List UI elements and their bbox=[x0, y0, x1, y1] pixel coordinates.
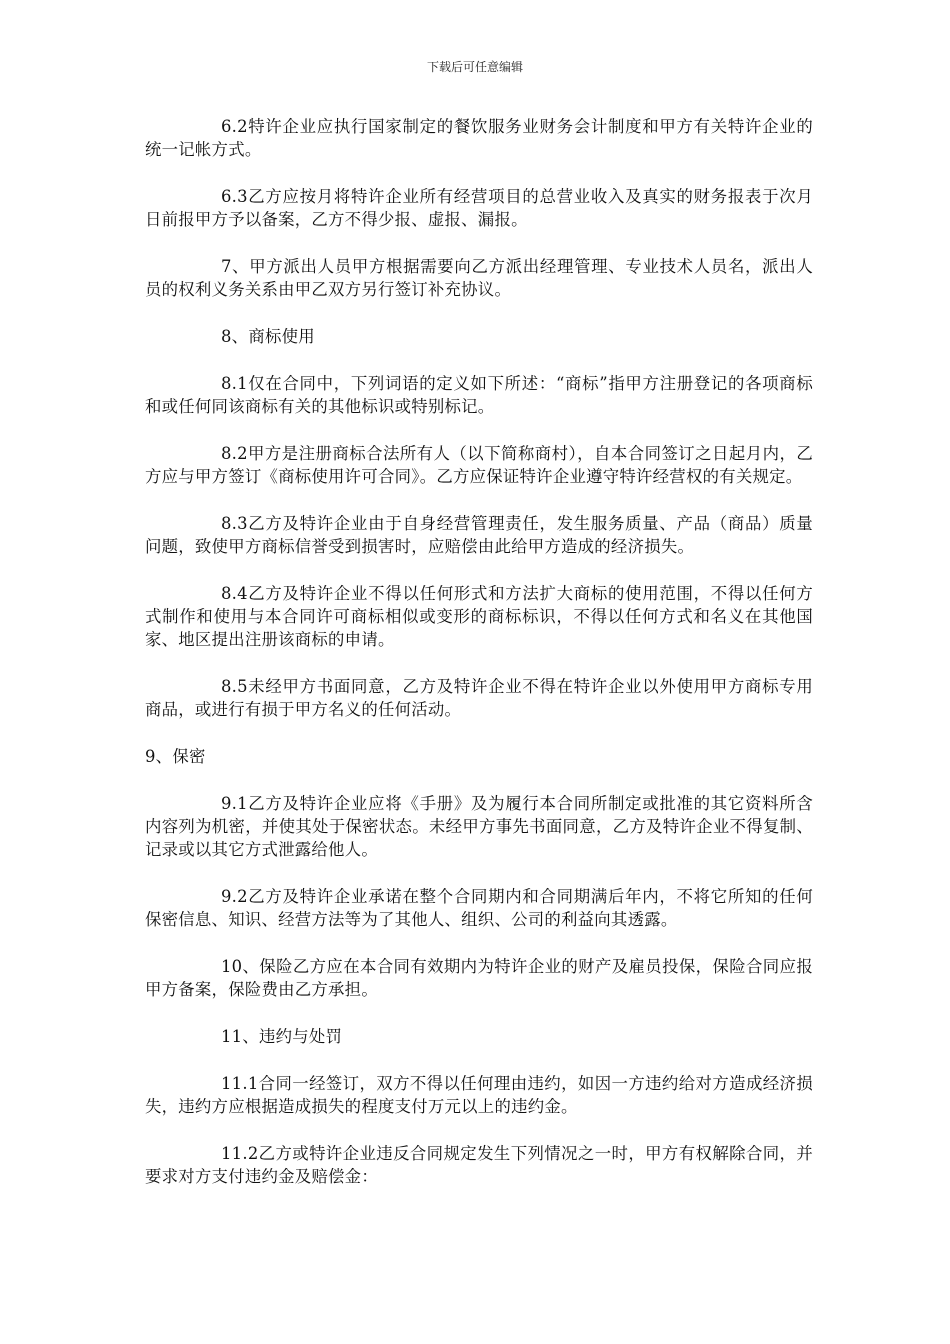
paragraph-9-1: 9.1乙方及特许企业应将《手册》及为履行本合同所制定或批准的其它资料所含内容列为机密，并使其处于保密状态。未经甲方事先书面同意，乙方及特许企业不得复制、记录或以其它方式泄露给他人。 bbox=[145, 794, 813, 859]
paragraph-8-3: 8.3乙方及特许企业由于自身经营管理责任，发生服务质量、产品（商品）质量问题，致使甲方商标信誉受到损害时，应赔偿由此给甲方造成的经济损失。 bbox=[145, 514, 813, 556]
heading-11: 11、违约与处罚 bbox=[221, 1027, 343, 1046]
paragraph-8-1: 8.1仅在合同中，下列词语的定义如下所述：“商标”指甲方注册登记的各项商标和或任何同该商标有关的其他标识或特别标记。 bbox=[145, 374, 813, 416]
heading-8: 8、商标使用 bbox=[221, 327, 315, 346]
paragraph-11-1: 11.1合同一经签订，双方不得以任何理由违约，如因一方违约给对方造成经济损失，违约方应根据造成损失的程度支付万元以上的违约金。 bbox=[145, 1074, 813, 1116]
paragraph-10: 10、保险乙方应在本合同有效期内为特许企业的财产及雇员投保，保险合同应报甲方备案，保险费由乙方承担。 bbox=[145, 957, 813, 999]
paragraph-7: 7、甲方派出人员甲方根据需要向乙方派出经理管理、专业技术人员名，派出人员的权利义务关系由甲乙双方另行签订补充协议。 bbox=[145, 257, 813, 299]
paragraph-6-3: 6.3乙方应按月将特许企业所有经营项目的总营业收入及真实的财务报表于次月日前报甲方予以备案，乙方不得少报、虚报、漏报。 bbox=[145, 187, 813, 229]
paragraph-8-4: 8.4乙方及特许企业不得以任何形式和方法扩大商标的使用范围，不得以任何方式制作和使用与本合同许可商标相似或变形的商标标识，不得以任何方式和名义在其他国家、地区提出注册该商标的申请。 bbox=[145, 584, 813, 649]
paragraph-11-2: 11.2乙方或特许企业违反合同规定发生下列情况之一时，甲方有权解除合同，并要求对方支付违约金及赔偿金： bbox=[145, 1144, 813, 1186]
paragraph-9-2: 9.2乙方及特许企业承诺在整个合同期内和合同期满后年内，不将它所知的任何保密信息、知识、经营方法等为了其他人、组织、公司的利益向其透露。 bbox=[145, 887, 813, 929]
paragraph-6-2: 6.2特许企业应执行国家制定的餐饮服务业财务会计制度和甲方有关特许企业的统一记帐方式。 bbox=[145, 117, 813, 159]
page-header: 下载后可任意编辑 bbox=[426, 60, 523, 74]
paragraph-8-5: 8.5未经甲方书面同意，乙方及特许企业不得在特许企业以外使用甲方商标专用商品，或进行有损于甲方名义的任何活动。 bbox=[145, 677, 813, 719]
document-body bbox=[145, 115, 813, 1212]
paragraph-8-2: 8.2甲方是注册商标合法所有人（以下简称商村），自本合同签订之日起月内，乙方应与甲方签订《商标使用许可合同》。乙方应保证特许企业遵守特许经营权的有关规定。 bbox=[145, 444, 813, 486]
heading-9: 9、保密 bbox=[145, 747, 206, 766]
